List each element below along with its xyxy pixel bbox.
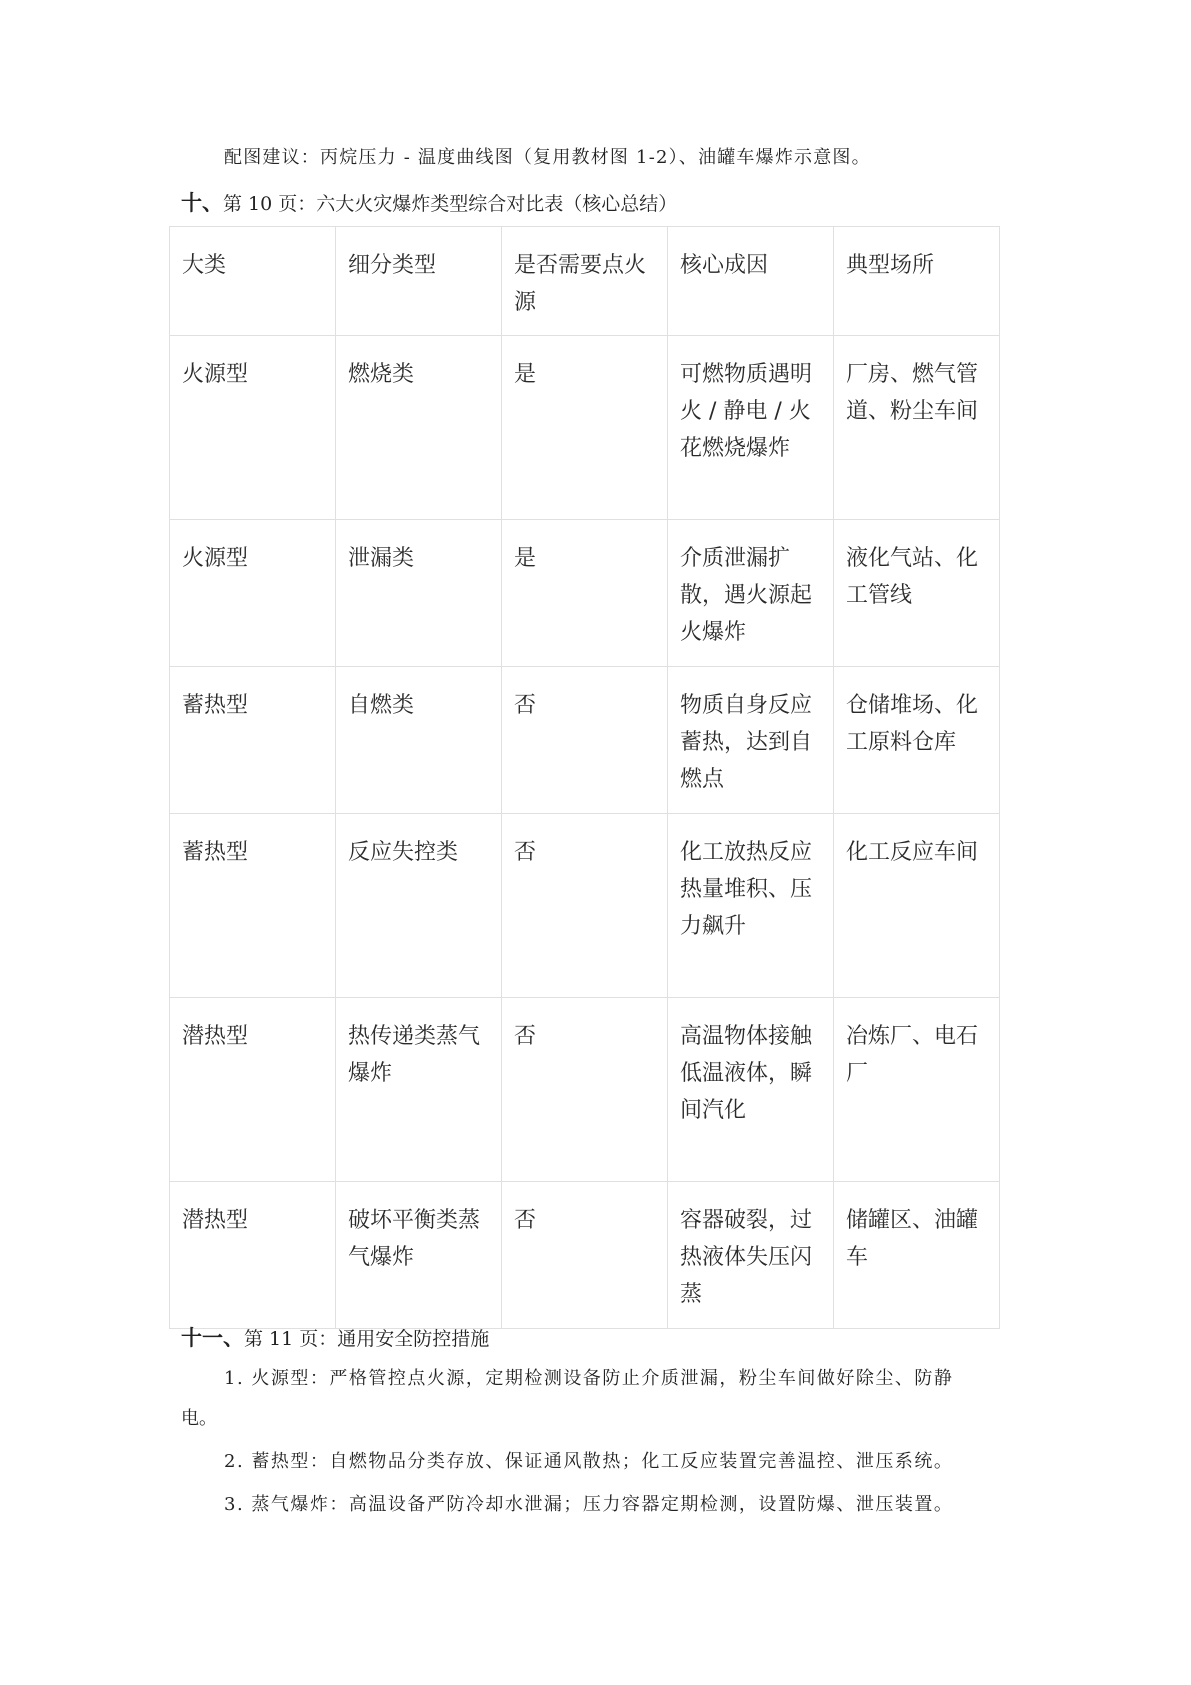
- section-10-number: 十、: [181, 190, 223, 215]
- section-11-number: 十一、: [181, 1325, 244, 1350]
- table-row: [170, 667, 1000, 814]
- table-cell: 化工反应车间: [834, 814, 1000, 998]
- table-cell: 高温物体接触低温液体，瞬间汽化: [668, 998, 834, 1182]
- table-cell: 液化气站、化工管线: [834, 520, 1000, 667]
- table-cell: 热传递类蒸气爆炸: [336, 998, 502, 1182]
- table-cell: 可燃物质遇明火 / 静电 / 火花燃烧爆炸: [668, 336, 834, 520]
- table-cell: 燃烧类: [336, 336, 502, 520]
- table-cell: 否: [502, 667, 668, 814]
- table-cell: 介质泄漏扩散，遇火源起火爆炸: [668, 520, 834, 667]
- table-cell: 自燃类: [336, 667, 502, 814]
- table-cell: 仓储堆场、化工原料仓库: [834, 667, 1000, 814]
- measure-item-fire-source: 1. 火源型：严格管控点火源，定期检测设备防止介质泄漏，粉尘车间做好除尘、防静: [224, 1368, 954, 1389]
- table-cell: 潜热型: [170, 1182, 336, 1329]
- table-cell: 否: [502, 814, 668, 998]
- table-cell: 蓄热型: [170, 814, 336, 998]
- section-10-heading: [181, 187, 677, 217]
- table-cell: 潜热型: [170, 998, 336, 1182]
- table-header-row: [170, 227, 1000, 336]
- header-cell: 大类: [170, 227, 336, 336]
- section-11-title: 第 11 页：通用安全防控措施: [244, 1328, 490, 1350]
- table-cell: 冶炼厂、电石厂: [834, 998, 1000, 1182]
- section-11-heading: [181, 1322, 489, 1352]
- table-row: [170, 1182, 1000, 1329]
- table-row: [170, 520, 1000, 667]
- table-row: [170, 814, 1000, 998]
- table-cell: 泄漏类: [336, 520, 502, 667]
- table-cell: 厂房、燃气管道、粉尘车间: [834, 336, 1000, 520]
- table-cell: 容器破裂，过热液体失压闪蒸: [668, 1182, 834, 1329]
- table-cell: 火源型: [170, 520, 336, 667]
- header-cell: 是否需要点火源: [502, 227, 668, 336]
- table-cell: 反应失控类: [336, 814, 502, 998]
- header-cell: 典型场所: [834, 227, 1000, 336]
- table-cell: 破坏平衡类蒸气爆炸: [336, 1182, 502, 1329]
- table-row: [170, 336, 1000, 520]
- table-cell: 物质自身反应蓄热，达到自燃点: [668, 667, 834, 814]
- header-cell: 核心成因: [668, 227, 834, 336]
- measure-item-heat-storage: 2. 蓄热型：自燃物品分类存放、保证通风散热；化工反应装置完善温控、泄压系统。: [224, 1451, 954, 1472]
- table-row: [170, 998, 1000, 1182]
- table-cell: 是: [502, 336, 668, 520]
- table-cell: 蓄热型: [170, 667, 336, 814]
- table-cell: 储罐区、油罐车: [834, 1182, 1000, 1329]
- header-cell: 细分类型: [336, 227, 502, 336]
- table-cell: 化工放热反应热量堆积、压力飙升: [668, 814, 834, 998]
- measure-item-vapor-explosion: 3. 蒸气爆炸：高温设备严防冷却水泄漏；压力容器定期检测，设置防爆、泄压装置。: [224, 1494, 954, 1515]
- table-cell: 否: [502, 998, 668, 1182]
- section-10-title: 第 10 页：六大火灾爆炸类型综合对比表（核心总结）: [223, 193, 678, 215]
- table-cell: 否: [502, 1182, 668, 1329]
- measure-item-fire-source-continued: 电。: [181, 1408, 217, 1429]
- table-cell: 是: [502, 520, 668, 667]
- table-cell: 火源型: [170, 336, 336, 520]
- comparison-table: [169, 226, 1000, 1329]
- figure-suggestion: 配图建议：丙烷压力 - 温度曲线图（复用教材图 1-2）、油罐车爆炸示意图。: [224, 147, 871, 168]
